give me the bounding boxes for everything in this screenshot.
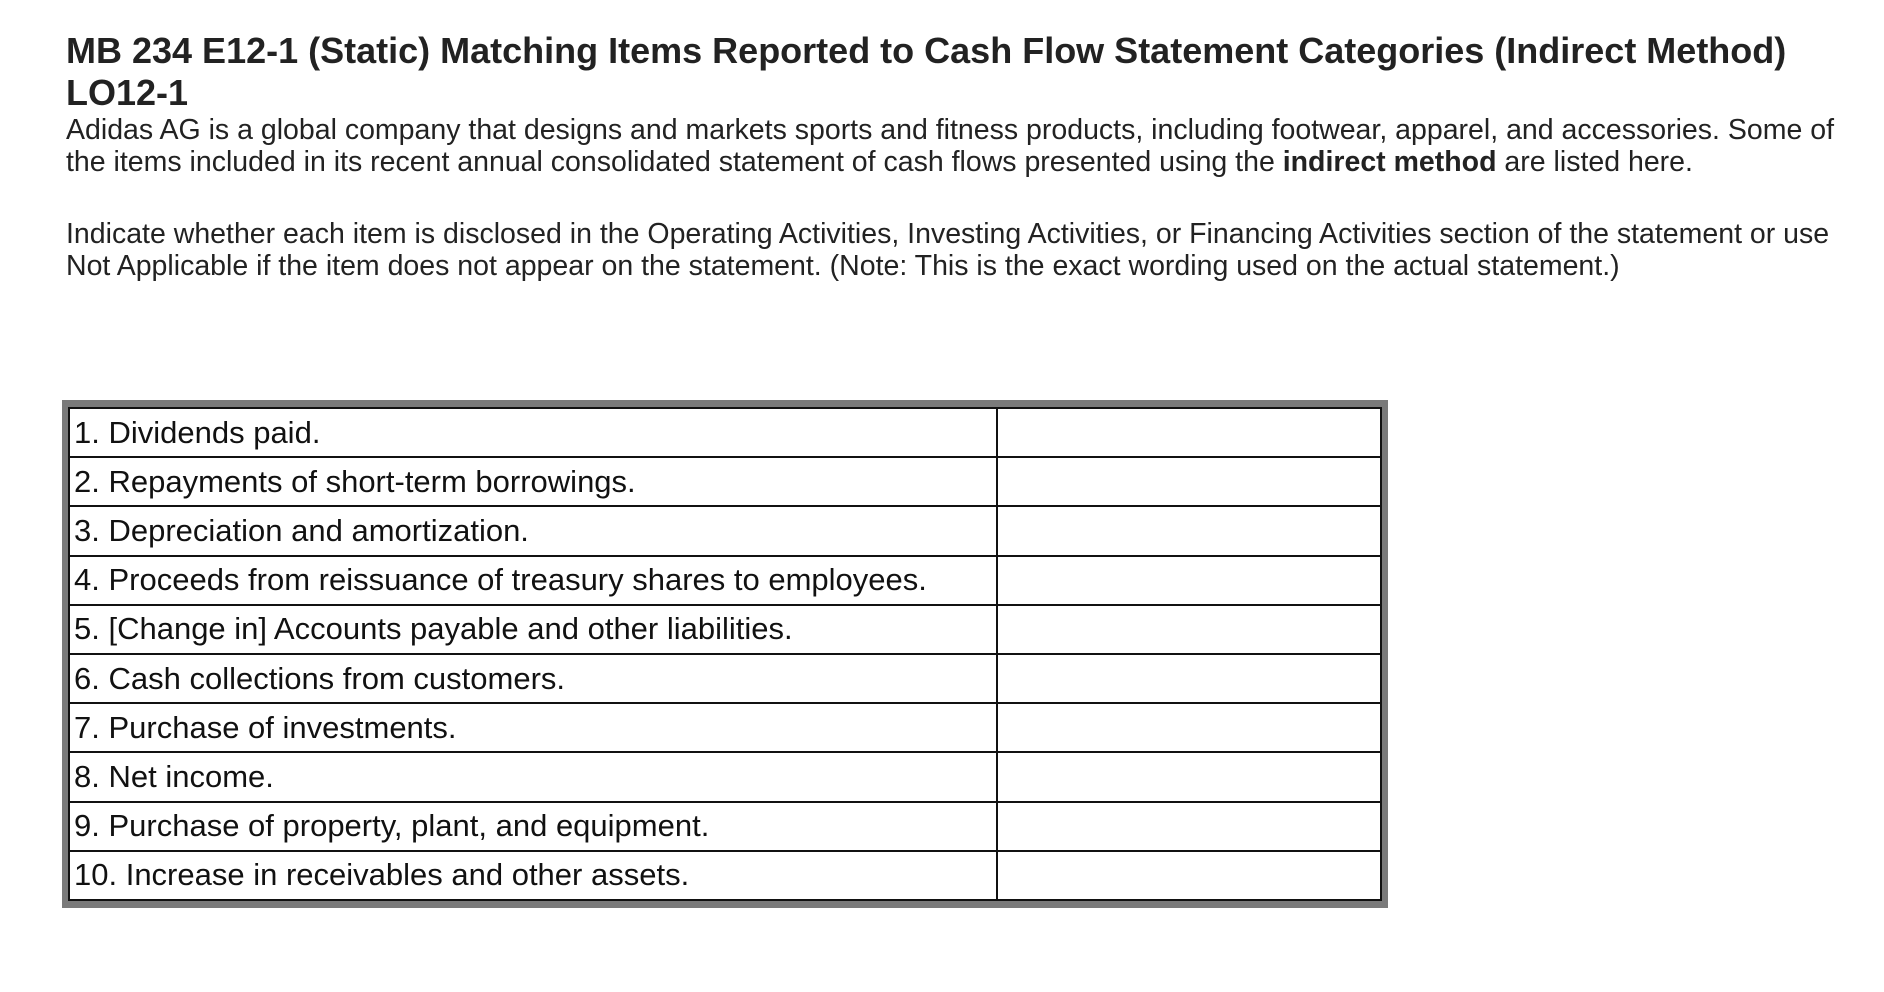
table-row — [69, 506, 1381, 555]
table-row — [69, 654, 1381, 703]
answer-cell[interactable] — [997, 851, 1381, 900]
item-label: 6. Cash collections from customers. — [69, 654, 997, 703]
item-label: 8. Net income. — [69, 752, 997, 801]
item-label: 2. Repayments of short-term borrowings. — [69, 457, 997, 506]
item-label: 1. Dividends paid. — [69, 408, 997, 457]
matching-table — [68, 407, 1382, 901]
table-row — [69, 802, 1381, 851]
intro-paragraph — [66, 114, 1846, 178]
answer-cell[interactable] — [997, 703, 1381, 752]
answer-cell[interactable] — [997, 408, 1381, 457]
answer-cell[interactable] — [997, 457, 1381, 506]
instructions-paragraph: Indicate whether each item is disclosed in the Operating Activities, Investing Activities, or Financing Activities section of the statement or use Not Applicable if the item does not appear on the statement. (Note: This is the exact wording used on the actual statement.) — [66, 218, 1830, 282]
item-label: 10. Increase in receivables and other assets. — [69, 851, 997, 900]
table-row — [69, 605, 1381, 654]
table-row — [69, 408, 1381, 457]
intro-text-start: Adidas AG is a global company that designs and markets sports and fitness products, including footwear, apparel, and accessories. Some of the items included in its recent annual consolidated statement of cash flows presented using the — [66, 114, 1834, 178]
answer-cell[interactable] — [997, 605, 1381, 654]
table-row — [69, 457, 1381, 506]
intro-bold-term: indirect method — [1282, 146, 1497, 178]
item-label: 9. Purchase of property, plant, and equipment. — [69, 802, 997, 851]
page-title: MB 234 E12-1 (Static) Matching Items Reported to Cash Flow Statement Categories (Indirect Method) LO12-1 — [66, 30, 1787, 113]
answer-cell[interactable] — [997, 556, 1381, 605]
item-label: 5. [Change in] Accounts payable and other liabilities. — [69, 605, 997, 654]
table-row — [69, 703, 1381, 752]
intro-text-end: are listed here. — [1496, 146, 1693, 178]
table-row — [69, 752, 1381, 801]
document-page — [66, 30, 1846, 282]
matching-table-frame — [62, 400, 1388, 908]
item-label: 7. Purchase of investments. — [69, 703, 997, 752]
answer-cell[interactable] — [997, 654, 1381, 703]
table-row — [69, 556, 1381, 605]
answer-cell[interactable] — [997, 752, 1381, 801]
table-row — [69, 851, 1381, 900]
answer-cell[interactable] — [997, 506, 1381, 555]
item-label: 4. Proceeds from reissuance of treasury shares to employees. — [69, 556, 997, 605]
item-label: 3. Depreciation and amortization. — [69, 506, 997, 555]
answer-cell[interactable] — [997, 802, 1381, 851]
